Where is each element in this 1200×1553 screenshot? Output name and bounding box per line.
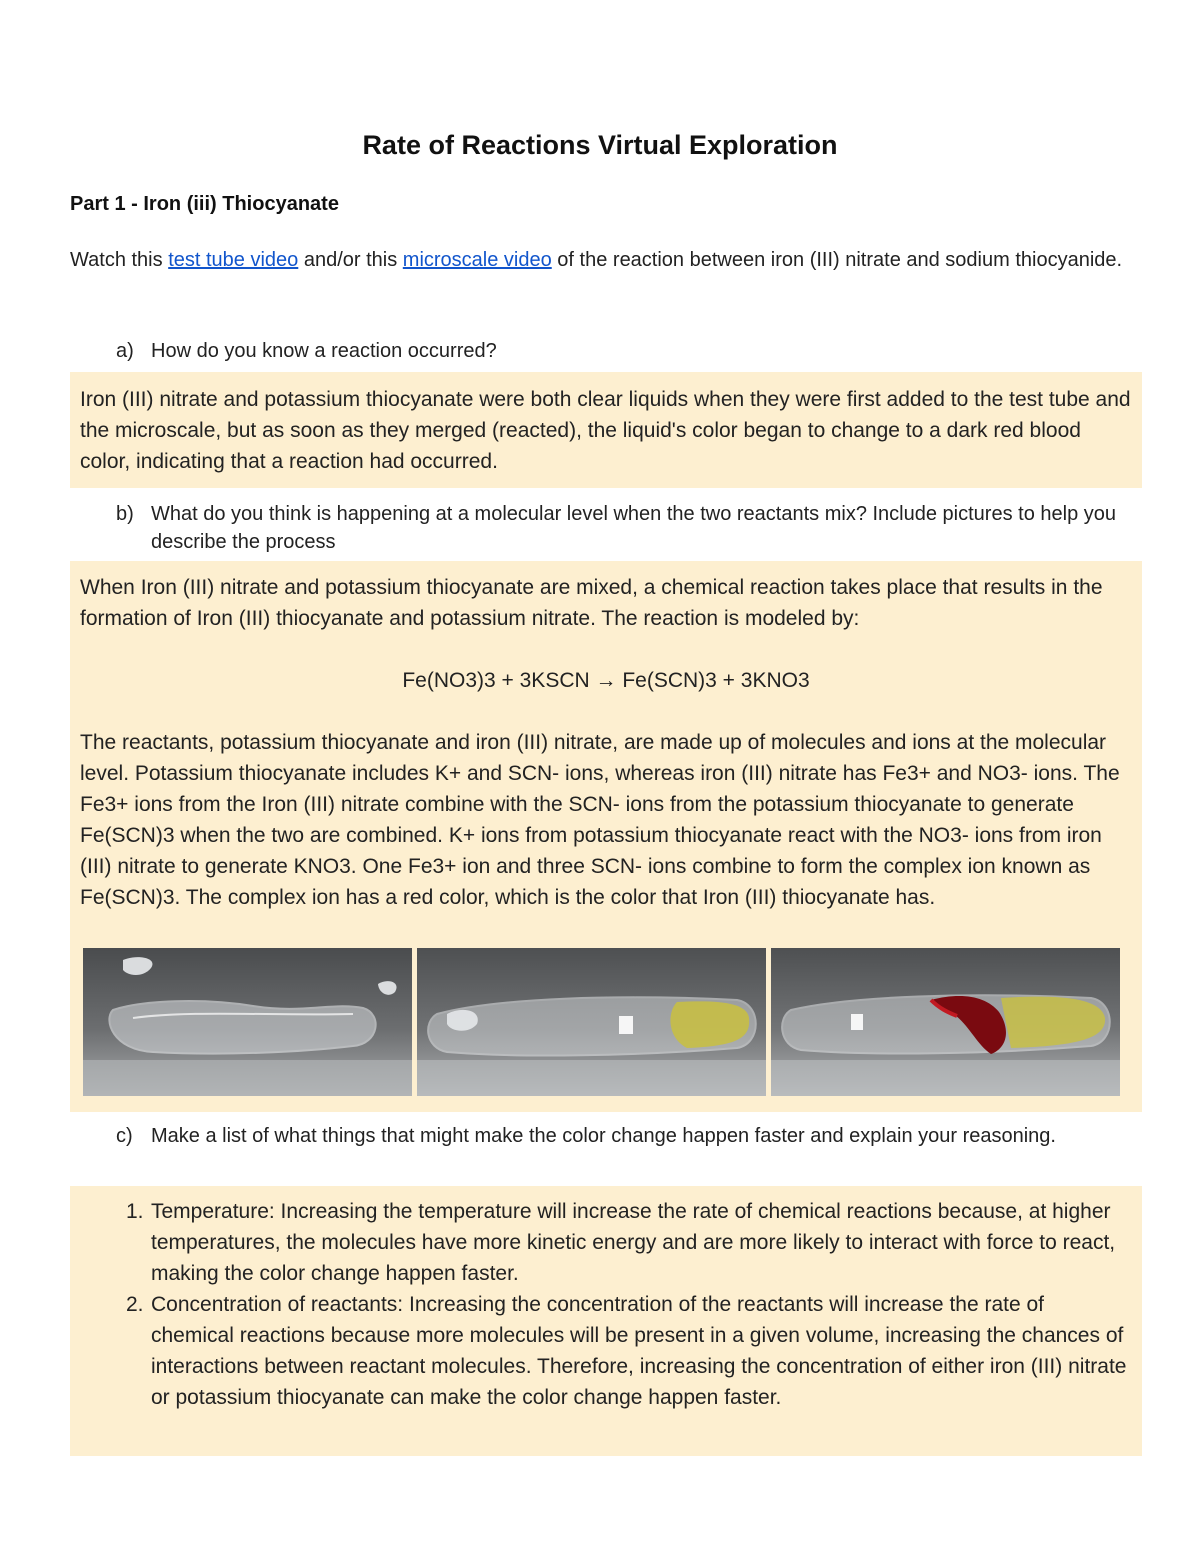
intro-paragraph bbox=[70, 246, 1130, 274]
question-label: a) bbox=[116, 340, 134, 362]
answer-b-box bbox=[70, 561, 1142, 1112]
reaction-equation: Fe(NO3)3 + 3KSCN → Fe(SCN)3 + 3KNO3 bbox=[402, 669, 810, 692]
page-title: Rate of Reactions Virtual Exploration bbox=[362, 130, 838, 160]
answer-b-intro: When Iron (III) nitrate and potassium thiocyanate are mixed, a chemical reaction takes place that results in the formation of Iron (III) thiocyanate and potassium nitrate. The reaction is modeled by: bbox=[80, 576, 1103, 630]
test-tube-video-link[interactable]: test tube video bbox=[168, 249, 299, 271]
list-item-number: 2. bbox=[126, 1293, 144, 1316]
question-text: Make a list of what things that might make the color change happen faster and explain your reasoning. bbox=[151, 1125, 1056, 1147]
question-label: c) bbox=[116, 1125, 133, 1147]
answer-a-box bbox=[70, 372, 1142, 488]
answer-b-explanation: The reactants, potassium thiocyanate and iron (III) nitrate, are made up of molecules and ions at the molecular level. Potassium thiocyanate includes K+ and SCN- ions, whereas iron (III) nitrate has Fe3+ and NO3- ions. The Fe3+ ions from the Iron (III) nitrate combine with the SCN- ions from the potassium thiocyanate to generate Fe(SCN)3 when the two are combined. K+ ions from potassium thiocyanate react with the NO3- ions from iron (III) nitrate to generate KNO3. One Fe3+ ion and three SCN- ions combine to form the complex ion known as Fe(SCN)3. The complex ion has a red color, which is the color that Iron (III) thiocyanate has. bbox=[80, 731, 1120, 909]
question-text: What do you think is happening at a molecular level when the two reactants mix? Include pictures to help you describe the process bbox=[151, 503, 1116, 553]
list-item bbox=[80, 1289, 1132, 1413]
list-item-text: Temperature: Increasing the temperature will increase the rate of chemical reactions because, at higher temperatures, the molecules have more kinetic energy and are more likely to interact with force to react, making the color change happen faster. bbox=[151, 1200, 1116, 1285]
question-text: How do you know a reaction occurred? bbox=[151, 340, 497, 362]
intro-text-1: Watch this bbox=[70, 249, 169, 271]
photo-yellow-solution bbox=[417, 948, 766, 1096]
photo-red-complex bbox=[771, 948, 1120, 1096]
answer-c-box bbox=[70, 1186, 1142, 1456]
question-c bbox=[116, 1122, 1126, 1150]
microscale-video-link[interactable]: microscale video bbox=[402, 249, 552, 271]
intro-text-3: of the reaction between iron (III) nitrate and sodium thiocyanide. bbox=[551, 249, 1123, 271]
list-item-number: 1. bbox=[126, 1200, 144, 1223]
question-a bbox=[116, 337, 1126, 365]
list-item bbox=[80, 1196, 1132, 1289]
answer-c-list bbox=[80, 1196, 1132, 1413]
answer-a-text: Iron (III) nitrate and potassium thiocyanate were both clear liquids when they were first added to the test tube and the microscale, but as soon as they merged (reacted), the liquid's color began to change to a dark red blood color, indicating that a reaction had occurred. bbox=[80, 388, 1131, 473]
intro-text-2: and/or this bbox=[298, 249, 403, 271]
list-item-text: Concentration of reactants: Increasing the concentration of the reactants will increase the rate of chemical reactions because more molecules will be present in a given volume, increasing the chances of interactions between reactant molecules. Therefore, increasing the concentration of either iron (III) nitrate or potassium thiocyanate can make the color change happen faster. bbox=[151, 1293, 1127, 1409]
photo-before-mixing bbox=[83, 948, 412, 1096]
question-b bbox=[116, 500, 1126, 556]
part-heading: Part 1 - Iron (iii) Thiocyanate bbox=[70, 193, 339, 215]
question-label: b) bbox=[116, 503, 134, 525]
